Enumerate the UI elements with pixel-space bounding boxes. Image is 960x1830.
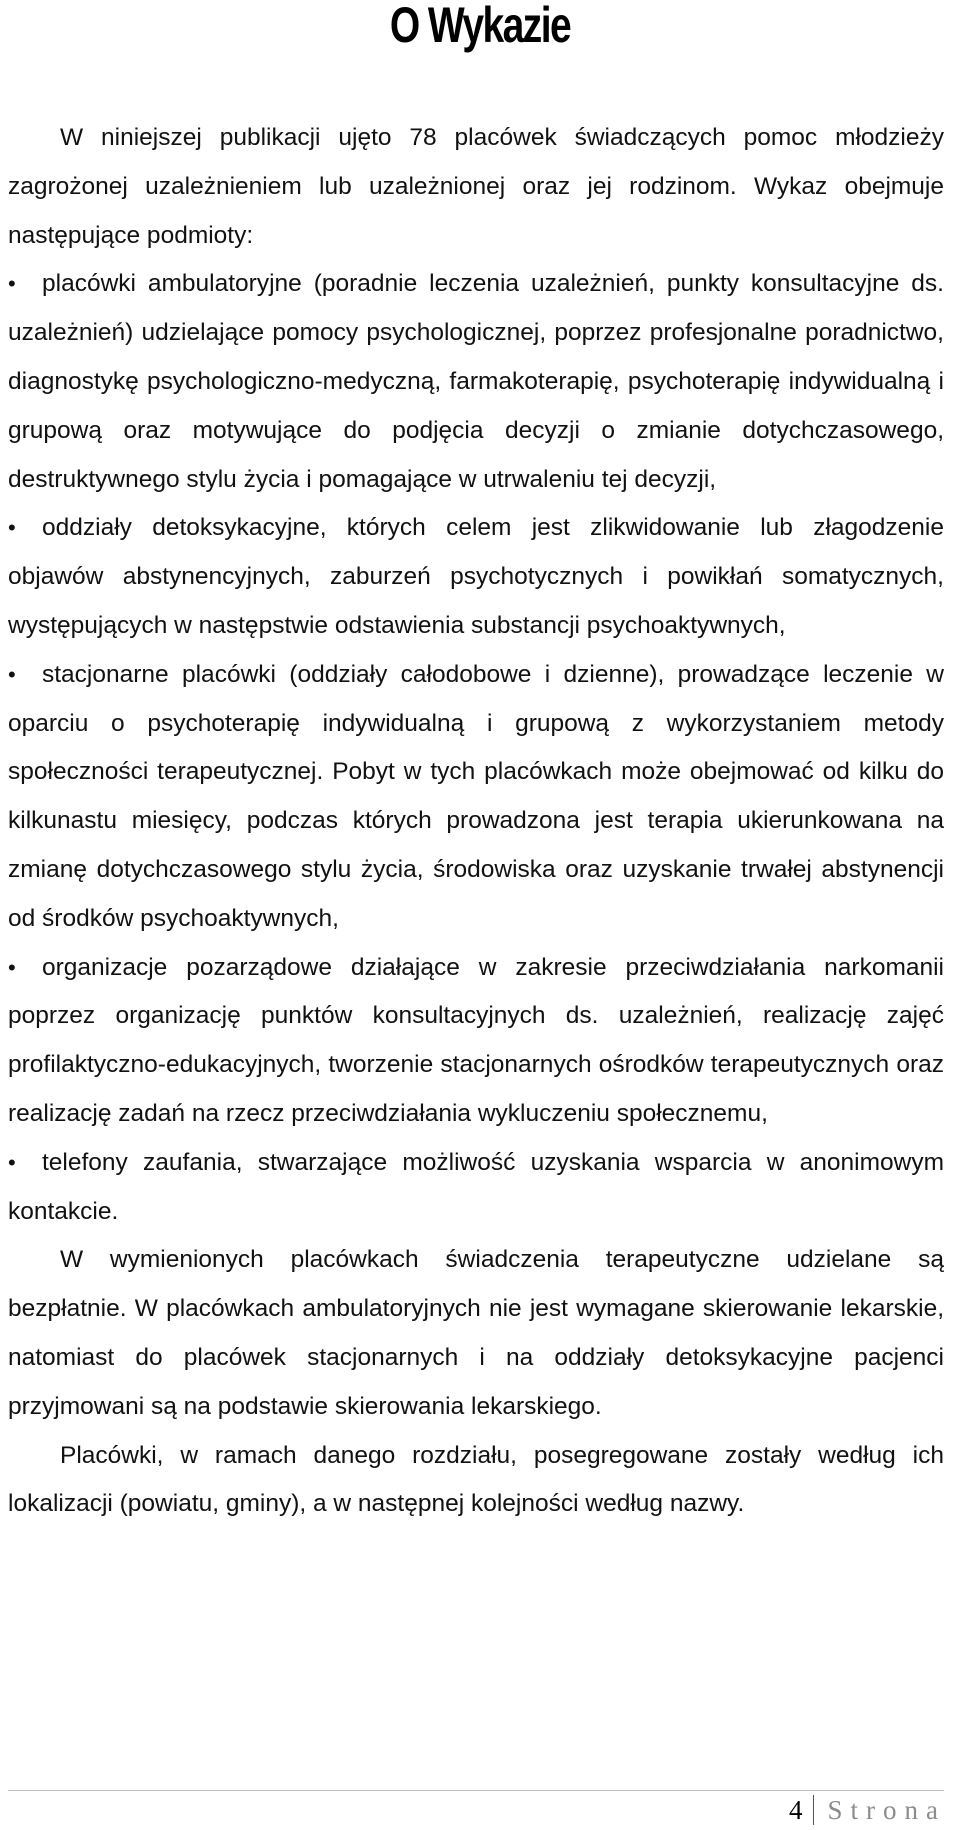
list-item bbox=[8, 944, 944, 1139]
bullet-icon: • bbox=[8, 515, 16, 541]
page-number: 4 bbox=[789, 1795, 803, 1825]
bullet-icon: • bbox=[8, 1149, 16, 1175]
body-paragraph: W wymienionych placówkach świadczenia terapeutyczne udzielane są bezpłatnie. W placówkach ambulatoryjnych nie jest wymagane skierowanie lekarskie, natomiast do placówek stacjonarnych i na oddziały detoksykacyjne pacjenci przyjmowani są na podstawie skierowania lekarskiego. bbox=[8, 1246, 944, 1420]
bullet-icon: • bbox=[8, 954, 16, 980]
list-item-text: stacjonarne placówki (oddziały całodobowe i dzienne), prowadzące leczenie w oparciu o psychoterapię indywidualną i grupową z wykorzystaniem metody społeczności terapeutycznej. Pobyt w tych placówkach może obejmować od kilku do kilkunastu miesięcy, podczas których prowadzona jest terapia ukierunkowana na zmianę dotychczasowego stylu życia, środowiska oraz uzyskanie trwałej abstynencji od środków psychoaktywnych, bbox=[8, 660, 944, 932]
list-item bbox=[8, 651, 944, 944]
list-item-text: organizacje pozarządowe działające w zakresie przeciwdziałania narkomanii poprzez organizację punktów konsultacyjnych ds. uzależnień, realizację zajęć profilaktyczno-edukacyjnych, tworzenie stacjonarnych ośrodków terapeutycznych oraz realizację zadań na rzecz przeciwdziałania wykluczeniu społecznemu, bbox=[8, 953, 944, 1127]
list-item bbox=[8, 260, 944, 504]
page-title: O Wykazie bbox=[389, 0, 571, 53]
page-footer bbox=[789, 1790, 946, 1830]
page-label: Strona bbox=[827, 1795, 946, 1825]
list-item bbox=[8, 504, 944, 650]
footer-separator bbox=[813, 1795, 814, 1825]
bullet-icon: • bbox=[8, 661, 16, 687]
list-item-text: oddziały detoksykacyjne, których celem jest zlikwidowanie lub złagodzenie objawów abstynencyjnych, zaburzeń psychotycznych i powikłań somatycznych, występujących w następstwie odstawienia substancji psychoaktywnych, bbox=[8, 514, 944, 639]
bullet-icon: • bbox=[8, 271, 16, 297]
list-item bbox=[8, 1139, 944, 1237]
intro-paragraph: W niniejszej publikacji ujęto 78 placówek świadczących pomoc młodzieży zagrożonej uzależnieniem lub uzależnionej oraz jej rodzinom. Wykaz obejmuje następujące podmioty: bbox=[8, 124, 944, 249]
body-paragraph: Placówki, w ramach danego rozdziału, posegregowane zostały według ich lokalizacji (powiatu, gminy), a w następnej kolejności według nazwy. bbox=[8, 1441, 944, 1518]
list-item-text: telefony zaufania, stwarzające możliwość uzyskania wsparcia w anonimowym kontakcie. bbox=[8, 1148, 944, 1225]
list-item-text: placówki ambulatoryjne (poradnie leczenia uzależnień, punkty konsultacyjne ds. uzależnień) udzielające pomocy psychologicznej, poprzez profesjonalne poradnictwo, diagnostykę psychologiczno-medyczną, farmakoterapię, psychoterapię indywidualną i grupową oraz motywujące do podjęcia decyzji o zmianie dotychczasowego, destruktywnego stylu życia i pomagające w utrwaleniu tej decyzji, bbox=[8, 270, 944, 493]
document-body bbox=[8, 114, 944, 1529]
